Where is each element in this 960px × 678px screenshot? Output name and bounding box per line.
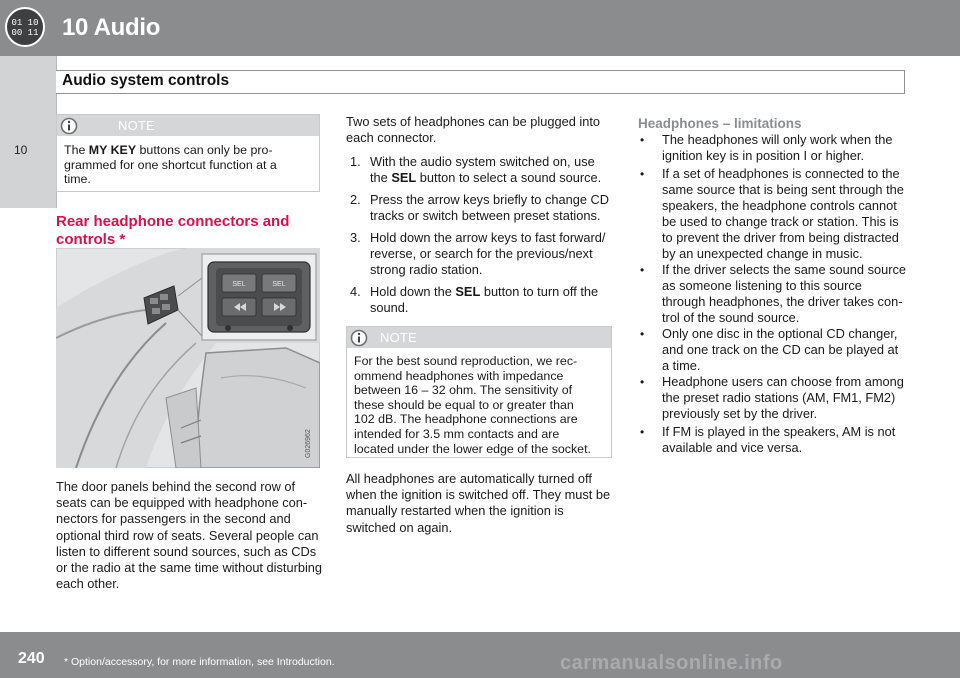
section-title: Audio system controls (62, 72, 230, 89)
paragraph-line: switched on again. (346, 519, 452, 535)
bullet-marker: • (640, 133, 645, 147)
bullet-text-line: Headphone users can choose from among (662, 374, 904, 389)
headphone-control-panel-zoomed (208, 262, 310, 332)
bullet-marker: • (640, 327, 645, 341)
bullet-text-line: be used to change track or station. This is (662, 214, 899, 229)
bullet-text-line: previously set by the driver. (662, 406, 818, 421)
note-text-line: 102 dB. The headphone connections are (354, 412, 578, 427)
page-number: 240 (18, 650, 45, 667)
note-label: NOTE (118, 118, 155, 133)
bullet-text-line: If the driver selects the same sound source (662, 262, 906, 277)
step-number: 2. (350, 192, 361, 207)
bullet-text-line: as someone listening to this source (662, 278, 862, 293)
paragraph-line: seats can be equipped with headphone con- (56, 495, 308, 511)
paragraph-line: when the ignition is switched off. They must be (346, 487, 611, 503)
step-text-line: Hold down the arrow keys to fast forward/ (370, 230, 606, 245)
step-text-line (370, 170, 601, 186)
step-text-line: reverse, or search for the previous/next (370, 246, 593, 261)
control-button-label: SEL (272, 281, 286, 288)
headphone-connectors-illustration (56, 248, 320, 468)
bullet-text-line: ignition key is in position I or higher. (662, 148, 865, 163)
bullet-text-line: If FM is played in the speakers, AM is not (662, 424, 896, 439)
note-text-segment: buttons can only be pro- (136, 143, 273, 157)
limitations-heading: Headphones – limitations (638, 116, 802, 131)
sel-term: SEL (391, 170, 417, 185)
paragraph-line: manually restarted when the ignition is (346, 503, 564, 519)
page-footer-bar (0, 632, 960, 678)
bullet-text-line: by an unexpected change in music. (662, 246, 863, 261)
step-text-segment: the (370, 170, 392, 185)
sel-term: SEL (455, 284, 481, 299)
bullet-text-line: trol of the sound source. (662, 310, 800, 325)
icon-digits-bottom: 00 11 (11, 28, 39, 38)
step-text-line: sound. (370, 300, 409, 315)
paragraph-line: nectors for passengers in the second and (56, 511, 291, 527)
watermark-text: carmanualsonline.info (560, 652, 783, 674)
step-text-line: With the audio system switched on, use (370, 154, 595, 169)
my-key-term: MY KEY (88, 143, 137, 157)
step-text-line: tracks or switch between preset stations. (370, 208, 601, 223)
option-footnote: * Option/accessory, for more information, see Introduction. (64, 656, 335, 668)
image-code: G026962 (305, 429, 312, 458)
step-text-segment: button to select a sound source. (416, 170, 602, 185)
note-box-headphone-impedance (346, 326, 612, 458)
bullet-text-line: to prevent the driver from being distracted (662, 230, 899, 245)
note-text-line: For the best sound reproduction, we rec- (354, 354, 578, 368)
rear-headphones-heading-line: controls * (56, 231, 126, 248)
bullet-text-line: through headphones, the driver takes con- (662, 294, 903, 309)
note-text-line: between 16 – 32 ohm. The sensitivity of (354, 383, 573, 398)
note-text-line (64, 143, 272, 158)
rear-headphones-description (56, 479, 322, 592)
paragraph-line: The door panels behind the second row of (56, 479, 296, 494)
paragraph-line: optional third row of seats. Several people can (56, 527, 319, 543)
note-text-line: these should be equal to or greater than (354, 397, 574, 412)
step-text-segment: button to turn off the (480, 284, 599, 299)
paragraph-line: each other. (56, 576, 120, 592)
intro-paragraph (346, 114, 600, 146)
bullet-text-line: If a set of headphones is connected to the (662, 166, 900, 181)
rear-headphones-heading-line: Rear headphone connectors and (56, 213, 290, 230)
paragraph-line: listen to different sound sources, such as CDs (56, 543, 317, 559)
audio-chapter-icon (4, 6, 46, 48)
control-button-label: SEL (232, 281, 246, 288)
bullet-text-line: same source that is being sent through the (662, 182, 904, 197)
bullet-text-line: a time. (662, 358, 701, 373)
note-box-my-key (56, 114, 320, 192)
info-icon (350, 329, 368, 347)
note-text-line: time. (64, 172, 91, 187)
bullet-text-line: The headphones will only work when the (662, 132, 893, 147)
note-header-bar (57, 115, 319, 136)
paragraph-line: each connector. (346, 130, 437, 146)
step-number: 3. (350, 230, 361, 245)
bullet-text-line: and one track on the CD can be played at (662, 342, 899, 357)
paragraph-line: All headphones are automatically turned off (346, 471, 592, 486)
note-text-segment: The (64, 143, 89, 157)
note-text-line: intended for 3.5 mm contacts and are (354, 427, 560, 441)
paragraph-line: Two sets of headphones can be plugged into (346, 114, 600, 129)
paragraph-line: or the radio at the same time without disturbing (56, 560, 323, 576)
note-label: NOTE (380, 330, 417, 345)
bullet-text-line: the preset radio stations (AM, FM1, FM2) (662, 390, 896, 405)
step-number: 4. (350, 284, 361, 299)
step-text-line: Press the arrow keys briefly to change CD (370, 192, 609, 207)
bullet-text-line: Only one disc in the optional CD changer, (662, 326, 898, 341)
note-text-line: ommend headphones with impedance (354, 368, 564, 383)
bullet-marker: • (640, 375, 645, 389)
bullet-text-line: available and vice versa. (662, 440, 803, 455)
note-text-line: grammed for one shortcut function at a (64, 157, 277, 172)
note-text-line: located under the lower edge of the socket. (354, 441, 591, 456)
bullet-marker: • (640, 167, 645, 181)
step-number: 1. (350, 154, 361, 169)
step-text-line (370, 284, 598, 300)
chapter-side-tab (0, 56, 56, 208)
auto-off-paragraph (346, 471, 610, 536)
chapter-title: 10 Audio (62, 14, 161, 41)
bullet-marker: • (640, 425, 645, 439)
bullet-marker: • (640, 263, 645, 277)
step-text-line: strong radio station. (370, 262, 483, 277)
icon-digits-top: 01 10 (11, 18, 39, 28)
step-text-segment: Hold down the (370, 284, 456, 299)
info-icon (60, 117, 78, 135)
bullet-text-line: speakers, the headphone controls cannot (662, 198, 897, 213)
side-tab-number: 10 (14, 143, 28, 157)
